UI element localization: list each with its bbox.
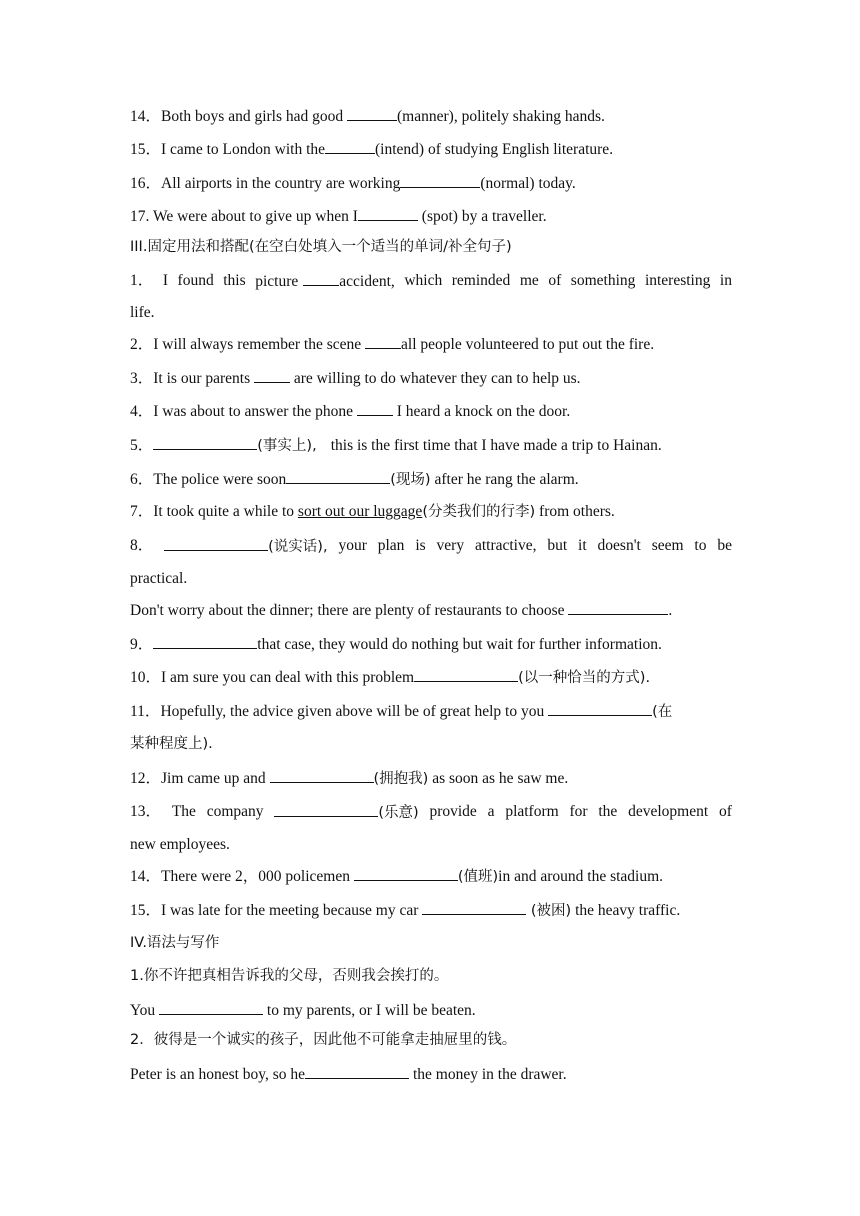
question-16: 16．All airports in the country are working (normal) today.	[130, 175, 576, 192]
answer-blank[interactable]	[354, 866, 458, 881]
question-15: 15．I came to London with the (intend) of studying English literature.	[130, 141, 614, 158]
p4-question-2: Peter is an honest boy, so he the money in the drawer.	[130, 1066, 567, 1083]
hint-text: (分类我们的行李)	[422, 504, 536, 520]
answer-blank[interactable]	[274, 802, 378, 817]
p4-question-2-cn: 2．彼得是一个诚实的孩子，因此他不可能拿走抽屉里的钱。	[130, 1032, 517, 1048]
hint-text: (在	[652, 704, 673, 720]
answer-blank[interactable]	[358, 206, 418, 221]
section-heading-4	[130, 933, 732, 953]
p3-question-13-cont: new employees.	[130, 836, 230, 853]
answer-blank[interactable]	[303, 271, 339, 286]
hint-text: (值班)	[457, 869, 499, 885]
answer-blank[interactable]	[422, 900, 526, 915]
p3-question-8-cont: practical.	[130, 570, 188, 587]
answer-blank[interactable]	[400, 173, 480, 188]
p4-question-1-cn: 1.你不许把真相告诉我的父母，否则我会挨打的。	[130, 968, 449, 984]
answer-blank[interactable]	[548, 701, 652, 716]
answer-blank[interactable]	[286, 469, 390, 484]
p3-question-1: 1． I found this picture accident, which reminded me of something interesting in	[130, 272, 732, 290]
hint-text: (现场)	[390, 472, 431, 488]
section-title: III.固定用法和搭配	[130, 239, 249, 255]
p3-question-3: 3．It is our parents are willing to do whatever they can to help us.	[130, 370, 581, 387]
section-heading-3	[130, 237, 732, 257]
p3-question-4: 4．I was about to answer the phone I heard a knock on the door.	[130, 403, 571, 420]
p3-question-13: 13． The company (乐意) provide a platform for the development of	[130, 803, 732, 821]
hint-text: (拥抱我)	[373, 771, 429, 787]
section-title: IV.语法与写作	[130, 935, 220, 951]
p3-question-9: 9． that case, they would do nothing but wait for further information.	[130, 636, 662, 653]
answer-blank[interactable]	[347, 106, 397, 121]
p3-question-5: 5． (事实上), this is the first time that I have made a trip to Hainan.	[130, 437, 662, 454]
answer-blank[interactable]	[153, 435, 257, 450]
answer-blank[interactable]	[159, 1000, 263, 1015]
p3-question-12: 12．Jim came up and (拥抱我) as soon as he saw me.	[130, 770, 569, 787]
answer-blank[interactable]	[270, 768, 374, 783]
section-note: (在空白处填入一个适当的单词/补全句子)	[248, 239, 512, 255]
answer-blank[interactable]	[357, 401, 393, 416]
p3-question-11-cont: 某种程度上).	[130, 736, 213, 752]
answer-blank[interactable]	[164, 536, 268, 551]
question-14: 14．Both boys and girls had good (manner), politely shaking hands.	[130, 108, 605, 125]
p3-question-10: 10．I am sure you can deal with this problem (以一种恰当的方式).	[130, 669, 651, 686]
answer-blank[interactable]	[414, 667, 518, 682]
hint-text: (事实上),	[257, 438, 317, 454]
p4-question-1: You to my parents, or I will be beaten.	[130, 1002, 476, 1019]
p3-question-2: 2．I will always remember the scene all people volunteered to put out the fire.	[130, 336, 655, 353]
answer-blank[interactable]	[305, 1064, 409, 1079]
p3-question-8: 8． (说实话), your plan is very attractive, but it doesn't seem to be	[130, 537, 732, 555]
answer-blank[interactable]	[568, 600, 668, 615]
p3-question-1-cont: life.	[130, 304, 155, 321]
answer-blank[interactable]	[254, 368, 290, 383]
hint-text: (乐意)	[378, 805, 419, 821]
answer-blank[interactable]	[153, 634, 257, 649]
p3-question-7: 7．It took quite a while to sort out our luggage(分类我们的行李) from others.	[130, 503, 615, 520]
underlined-phrase: sort out our luggage	[297, 503, 423, 520]
p3-question-11: 11．Hopefully, the advice given above will be of great help to you (在	[130, 703, 673, 720]
hint-text: (被困)	[526, 903, 572, 919]
question-number: 14．	[130, 108, 162, 125]
p3-question-8-extra: Don't worry about the dinner; there are plenty of restaurants to choose .	[130, 602, 673, 619]
hint-text: (说实话),	[268, 539, 328, 555]
p3-question-6: 6．The police were soon (现场) after he rang the alarm.	[130, 471, 579, 488]
p3-question-14: 14．There were 2，000 policemen (值班)in and around the stadium.	[130, 868, 664, 885]
p3-question-15: 15．I was late for the meeting because my car (被困) the heavy traffic.	[130, 902, 681, 919]
hint-text: (以一种恰当的方式).	[518, 670, 651, 686]
answer-blank[interactable]	[365, 334, 401, 349]
question-17: 17. We were about to give up when I (spot) by a traveller.	[130, 208, 547, 225]
answer-blank[interactable]	[325, 139, 375, 154]
